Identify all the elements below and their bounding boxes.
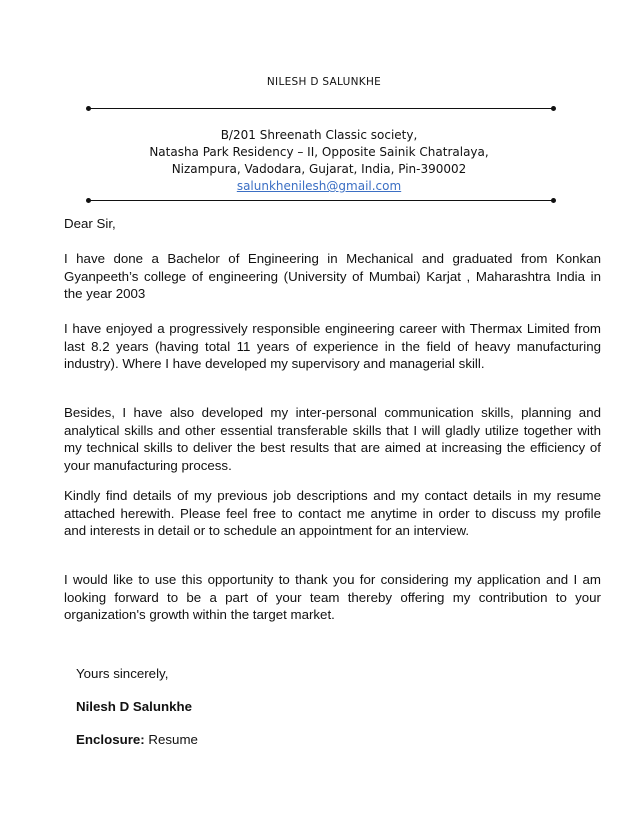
enclosure-line — [76, 731, 198, 748]
sign-off: Yours sincerely, — [76, 666, 169, 681]
paragraph-experience: I have enjoyed a progressively responsible engineering career with Thermax Limited from last 8.2 years (having total 11 years of experience in the field of heavy manufacturing industry). Where I have developed my supervisory and managerial skill. — [64, 321, 601, 372]
salutation: Dear Sir, — [64, 216, 116, 231]
paragraph-contact: Kindly find details of my previous job descriptions and my contact details in my resume attached herewith. Please feel free to contact me anytime in order to discuss my profile and interests in detail or to schedule an appointment for an interview. — [64, 488, 601, 539]
email-link[interactable]: salunkhenilesh@gmail.com — [236, 179, 402, 193]
applicant-name-heading: NILESH D SALUNKHE — [266, 76, 382, 88]
paragraph-skills: Besides, I have also developed my inter-personal communication skills, planning and analytical skills and other essential transferable skills that I will gladly utilize together with my technical skills to deliver the best results that are aimed at increasing the efficiency of your manufacturing process. — [64, 405, 601, 473]
divider-bullet — [551, 198, 556, 203]
paragraph-thanks: I would like to use this opportunity to thank you for considering my application and I am looking forward to be a part of your team thereby offering my contribution to your organization's growth within the target market. — [64, 572, 601, 623]
address-line-2: Natasha Park Residency – II, Opposite Sainik Chatralaya, — [149, 145, 489, 159]
divider-bullet — [86, 198, 91, 203]
enclosure-label: Enclosure: — [76, 732, 145, 747]
header-top-divider — [88, 108, 554, 109]
address-line-1: B/201 Shreenath Classic society, — [220, 128, 418, 142]
email-line — [0, 178, 638, 195]
enclosure-value: Resume — [144, 732, 198, 747]
address-line-3: Nizampura, Vadodara, Gujarat, India, Pin-390002 — [171, 162, 467, 176]
divider-bullet — [551, 106, 556, 111]
header-bottom-divider — [88, 200, 554, 201]
signature-name: Nilesh D Salunkhe — [76, 699, 193, 714]
divider-bullet — [86, 106, 91, 111]
paragraph-education: I have done a Bachelor of Engineering in Mechanical and graduated from Konkan Gyanpeeth’s college of engineering (University of Mumbai) Karjat , Maharashtra India in the year 2003 — [64, 251, 601, 302]
